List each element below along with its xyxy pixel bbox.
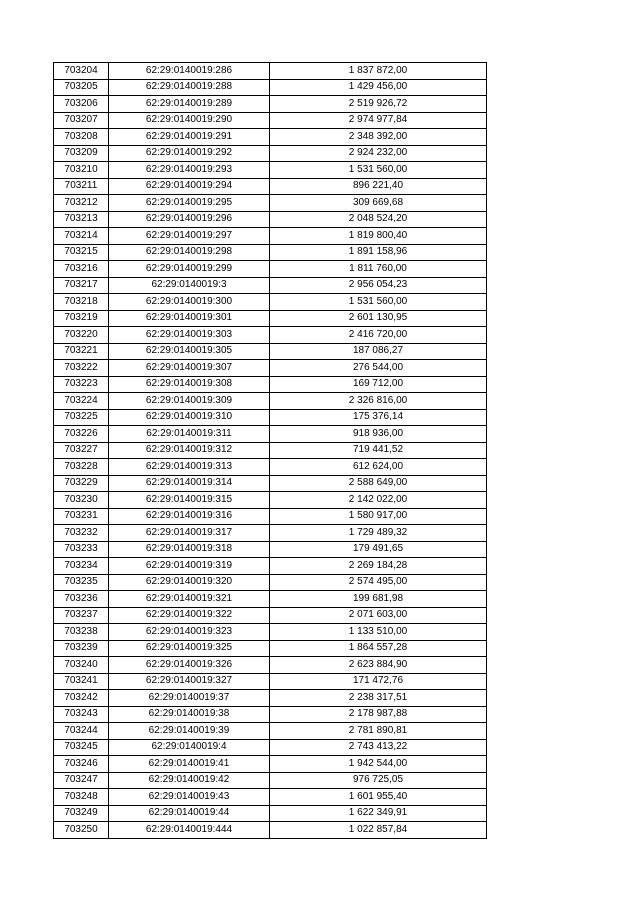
- cadastral-number-cell: 62:29:0140019:37: [109, 690, 270, 707]
- cadastral-number-cell: 62:29:0140019:296: [109, 211, 270, 228]
- cadastral-number-cell: 62:29:0140019:300: [109, 294, 270, 311]
- table-row: [54, 277, 487, 294]
- table-row: [54, 739, 487, 756]
- cadastral-value-cell: 2 588 649,00: [270, 475, 487, 492]
- table-row: [54, 772, 487, 789]
- cadastral-number-cell: 62:29:0140019:313: [109, 459, 270, 476]
- row-number-cell: 703211: [54, 178, 109, 195]
- cadastral-value-cell: 199 681,98: [270, 591, 487, 608]
- row-number-cell: 703207: [54, 112, 109, 129]
- table-row: [54, 525, 487, 542]
- row-number-cell: 703250: [54, 822, 109, 839]
- row-number-cell: 703248: [54, 789, 109, 806]
- row-number-cell: 703237: [54, 607, 109, 624]
- cadastral-number-cell: 62:29:0140019:317: [109, 525, 270, 542]
- cadastral-value-cell: 1 022 857,84: [270, 822, 487, 839]
- row-number-cell: 703221: [54, 343, 109, 360]
- cadastral-number-cell: 62:29:0140019:44: [109, 805, 270, 822]
- row-number-cell: 703245: [54, 739, 109, 756]
- table-row: [54, 492, 487, 509]
- cadastral-value-cell: 276 544,00: [270, 360, 487, 377]
- table-row: [54, 426, 487, 443]
- table-row: [54, 244, 487, 261]
- cadastral-value-cell: 719 441,52: [270, 442, 487, 459]
- table-row: [54, 706, 487, 723]
- cadastral-value-cell: 2 743 413,22: [270, 739, 487, 756]
- cadastral-number-cell: 62:29:0140019:288: [109, 79, 270, 96]
- cadastral-value-cell: 309 669,68: [270, 195, 487, 212]
- cadastral-value-cell: 187 086,27: [270, 343, 487, 360]
- cadastral-number-cell: 62:29:0140019:444: [109, 822, 270, 839]
- row-number-cell: 703241: [54, 673, 109, 690]
- cadastral-number-cell: 62:29:0140019:298: [109, 244, 270, 261]
- cadastral-value-cell: 1 622 349,91: [270, 805, 487, 822]
- row-number-cell: 703226: [54, 426, 109, 443]
- cadastral-number-cell: 62:29:0140019:303: [109, 327, 270, 344]
- table-row: [54, 294, 487, 311]
- table-row: [54, 145, 487, 162]
- cadastral-value-cell: 1 891 158,96: [270, 244, 487, 261]
- row-number-cell: 703240: [54, 657, 109, 674]
- row-number-cell: 703216: [54, 261, 109, 278]
- table-row: [54, 673, 487, 690]
- cadastral-number-cell: 62:29:0140019:289: [109, 96, 270, 113]
- table-row: [54, 624, 487, 641]
- cadastral-value-cell: 1 819 800,40: [270, 228, 487, 245]
- cadastral-value-cell: 2 623 884,90: [270, 657, 487, 674]
- cadastral-number-cell: 62:29:0140019:326: [109, 657, 270, 674]
- row-number-cell: 703246: [54, 756, 109, 773]
- row-number-cell: 703212: [54, 195, 109, 212]
- row-number-cell: 703206: [54, 96, 109, 113]
- cadastral-number-cell: 62:29:0140019:307: [109, 360, 270, 377]
- cadastral-value-cell: 1 942 544,00: [270, 756, 487, 773]
- cadastral-value-cell: 1 837 872,00: [270, 63, 487, 80]
- row-number-cell: 703222: [54, 360, 109, 377]
- cadastral-value-cell: 2 326 816,00: [270, 393, 487, 410]
- table-row: [54, 640, 487, 657]
- table-row: [54, 789, 487, 806]
- cadastral-number-cell: 62:29:0140019:301: [109, 310, 270, 327]
- row-number-cell: 703209: [54, 145, 109, 162]
- cadastral-number-cell: 62:29:0140019:295: [109, 195, 270, 212]
- cadastral-value-cell: 1 811 760,00: [270, 261, 487, 278]
- cadastral-number-cell: 62:29:0140019:315: [109, 492, 270, 509]
- cadastral-number-cell: 62:29:0140019:314: [109, 475, 270, 492]
- row-number-cell: 703208: [54, 129, 109, 146]
- row-number-cell: 703238: [54, 624, 109, 641]
- cadastral-value-cell: 2 269 184,28: [270, 558, 487, 575]
- table-row: [54, 79, 487, 96]
- table-row: [54, 162, 487, 179]
- cadastral-number-cell: 62:29:0140019:294: [109, 178, 270, 195]
- cadastral-number-cell: 62:29:0140019:3: [109, 277, 270, 294]
- row-number-cell: 703234: [54, 558, 109, 575]
- row-number-cell: 703242: [54, 690, 109, 707]
- cadastral-number-cell: 62:29:0140019:316: [109, 508, 270, 525]
- cadastral-value-cell: 1 729 489,32: [270, 525, 487, 542]
- table-row: [54, 360, 487, 377]
- table-row: [54, 607, 487, 624]
- row-number-cell: 703231: [54, 508, 109, 525]
- row-number-cell: 703235: [54, 574, 109, 591]
- cadastral-value-cell: 2 238 317,51: [270, 690, 487, 707]
- cadastral-value-cell: 976 725,05: [270, 772, 487, 789]
- table-body: [54, 63, 487, 839]
- table-row: [54, 756, 487, 773]
- table-row: [54, 591, 487, 608]
- row-number-cell: 703228: [54, 459, 109, 476]
- cadastral-number-cell: 62:29:0140019:323: [109, 624, 270, 641]
- table-row: [54, 409, 487, 426]
- table-row: [54, 63, 487, 80]
- cadastral-number-cell: 62:29:0140019:293: [109, 162, 270, 179]
- cadastral-value-cell: 1 531 560,00: [270, 162, 487, 179]
- cadastral-number-cell: 62:29:0140019:325: [109, 640, 270, 657]
- cadastral-number-cell: 62:29:0140019:290: [109, 112, 270, 129]
- table-row: [54, 657, 487, 674]
- table-row: [54, 723, 487, 740]
- cadastral-number-cell: 62:29:0140019:308: [109, 376, 270, 393]
- row-number-cell: 703210: [54, 162, 109, 179]
- cadastral-number-cell: 62:29:0140019:292: [109, 145, 270, 162]
- cadastral-number-cell: 62:29:0140019:41: [109, 756, 270, 773]
- cadastral-number-cell: 62:29:0140019:319: [109, 558, 270, 575]
- row-number-cell: 703244: [54, 723, 109, 740]
- row-number-cell: 703205: [54, 79, 109, 96]
- row-number-cell: 703230: [54, 492, 109, 509]
- cadastral-number-cell: 62:29:0140019:286: [109, 63, 270, 80]
- cadastral-number-cell: 62:29:0140019:299: [109, 261, 270, 278]
- cadastral-value-cell: 2 956 054,23: [270, 277, 487, 294]
- table-row: [54, 508, 487, 525]
- row-number-cell: 703223: [54, 376, 109, 393]
- cadastral-value-cell: 1 864 557,28: [270, 640, 487, 657]
- cadastral-number-cell: 62:29:0140019:291: [109, 129, 270, 146]
- table-row: [54, 541, 487, 558]
- row-number-cell: 703236: [54, 591, 109, 608]
- cadastral-number-cell: 62:29:0140019:310: [109, 409, 270, 426]
- row-number-cell: 703220: [54, 327, 109, 344]
- row-number-cell: 703247: [54, 772, 109, 789]
- cadastral-number-cell: 62:29:0140019:297: [109, 228, 270, 245]
- row-number-cell: 703213: [54, 211, 109, 228]
- row-number-cell: 703227: [54, 442, 109, 459]
- row-number-cell: 703249: [54, 805, 109, 822]
- table-row: [54, 558, 487, 575]
- cadastral-number-cell: 62:29:0140019:321: [109, 591, 270, 608]
- table-row: [54, 805, 487, 822]
- table-row: [54, 112, 487, 129]
- table-row: [54, 178, 487, 195]
- cadastral-value-cell: 2 924 232,00: [270, 145, 487, 162]
- cadastral-number-cell: 62:29:0140019:312: [109, 442, 270, 459]
- row-number-cell: 703218: [54, 294, 109, 311]
- cadastral-value-cell: 2 781 890,81: [270, 723, 487, 740]
- cadastral-number-cell: 62:29:0140019:42: [109, 772, 270, 789]
- row-number-cell: 703243: [54, 706, 109, 723]
- table-row: [54, 690, 487, 707]
- cadastral-number-cell: 62:29:0140019:38: [109, 706, 270, 723]
- table-row: [54, 475, 487, 492]
- cadastral-value-cell: 179 491,65: [270, 541, 487, 558]
- row-number-cell: 703217: [54, 277, 109, 294]
- table-row: [54, 211, 487, 228]
- cadastral-value-cell: 2 348 392,00: [270, 129, 487, 146]
- table-row: [54, 343, 487, 360]
- cadastral-value-cell: 175 376,14: [270, 409, 487, 426]
- table-row: [54, 129, 487, 146]
- row-number-cell: 703224: [54, 393, 109, 410]
- table-row: [54, 327, 487, 344]
- cadastral-value-cell: 2 519 926,72: [270, 96, 487, 113]
- cadastral-number-cell: 62:29:0140019:318: [109, 541, 270, 558]
- cadastral-number-cell: 62:29:0140019:309: [109, 393, 270, 410]
- cadastral-number-cell: 62:29:0140019:39: [109, 723, 270, 740]
- cadastral-value-cell: 2 974 977,84: [270, 112, 487, 129]
- cadastral-value-cell: 2 048 524,20: [270, 211, 487, 228]
- cadastral-number-cell: 62:29:0140019:322: [109, 607, 270, 624]
- table-row: [54, 228, 487, 245]
- cadastral-value-cell: 169 712,00: [270, 376, 487, 393]
- cadastral-number-cell: 62:29:0140019:4: [109, 739, 270, 756]
- row-number-cell: 703233: [54, 541, 109, 558]
- cadastral-value-cell: 2 416 720,00: [270, 327, 487, 344]
- table-row: [54, 442, 487, 459]
- cadastral-value-cell: 171 472,76: [270, 673, 487, 690]
- cadastral-value-cell: 612 624,00: [270, 459, 487, 476]
- row-number-cell: 703214: [54, 228, 109, 245]
- cadastral-value-cell: 1 531 560,00: [270, 294, 487, 311]
- row-number-cell: 703204: [54, 63, 109, 80]
- table-row: [54, 574, 487, 591]
- cadastral-number-cell: 62:29:0140019:43: [109, 789, 270, 806]
- cadastral-value-cell: 2 574 495,00: [270, 574, 487, 591]
- cadastral-number-cell: 62:29:0140019:320: [109, 574, 270, 591]
- row-number-cell: 703229: [54, 475, 109, 492]
- cadastral-value-cell: 1 133 510,00: [270, 624, 487, 641]
- cadastral-number-cell: 62:29:0140019:311: [109, 426, 270, 443]
- row-number-cell: 703219: [54, 310, 109, 327]
- cadastral-value-cell: 1 580 917,00: [270, 508, 487, 525]
- cadastral-number-cell: 62:29:0140019:327: [109, 673, 270, 690]
- row-number-cell: 703239: [54, 640, 109, 657]
- table-row: [54, 96, 487, 113]
- cadastral-value-cell: 2 142 022,00: [270, 492, 487, 509]
- row-number-cell: 703232: [54, 525, 109, 542]
- table-row: [54, 459, 487, 476]
- table-row: [54, 822, 487, 839]
- table-row: [54, 261, 487, 278]
- cadastral-value-cell: 2 601 130,95: [270, 310, 487, 327]
- row-number-cell: 703215: [54, 244, 109, 261]
- cadastral-value-table: [53, 62, 487, 839]
- cadastral-value-cell: 896 221,40: [270, 178, 487, 195]
- cadastral-value-cell: 1 429 456,00: [270, 79, 487, 96]
- cadastral-value-cell: 918 936,00: [270, 426, 487, 443]
- cadastral-value-cell: 2 071 603,00: [270, 607, 487, 624]
- cadastral-value-cell: 2 178 987,88: [270, 706, 487, 723]
- table-row: [54, 310, 487, 327]
- cadastral-value-cell: 1 601 955,40: [270, 789, 487, 806]
- table-row: [54, 195, 487, 212]
- table-row: [54, 376, 487, 393]
- row-number-cell: 703225: [54, 409, 109, 426]
- cadastral-number-cell: 62:29:0140019:305: [109, 343, 270, 360]
- table-row: [54, 393, 487, 410]
